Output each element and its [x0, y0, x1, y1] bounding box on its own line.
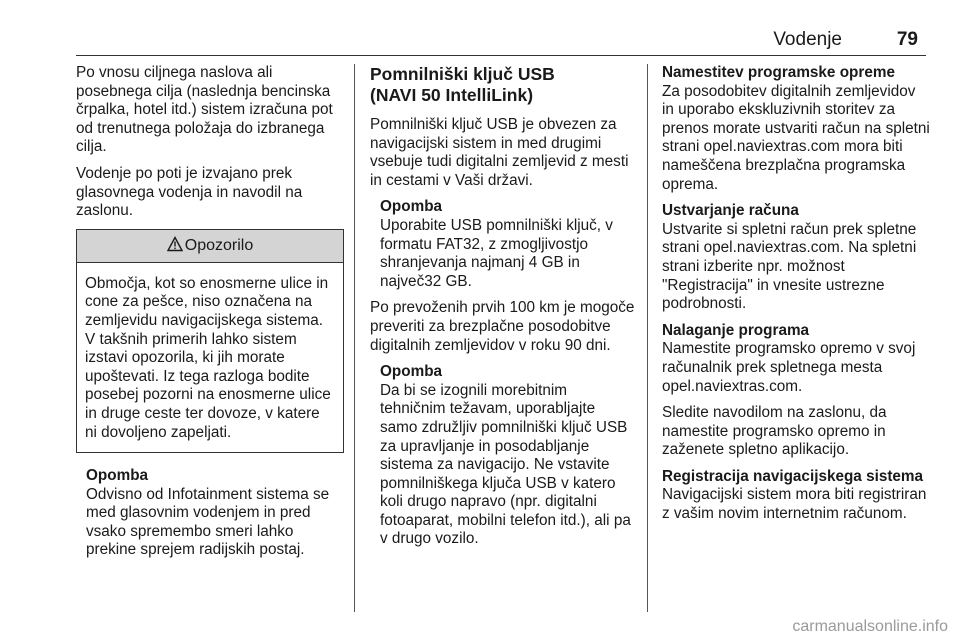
warning-text: Območja, kot so enosmerne ulice in cone za pešce, niso označena na zemljevidu navigacijskega sistema. V takšnih primerih lahko sistem izstavi opozorila, ki jih morate upoštevati. Iz tega razloga bodite posebej pozorni na enosmerne ulice in druge ceste ter dovoze, v katere ni dovoljeno zapeljati.	[85, 274, 331, 441]
note	[380, 198, 636, 291]
paragraph: Po vnosu ciljnega naslova ali posebnega cilja (naslednja bencinska črpalka, hotel itd.) sistem izračuna pot od trenutnega položaja do izbranega cilja.	[76, 64, 333, 156]
subheading: Registracija navigacijskega sistema	[662, 467, 924, 485]
note-title: Opomba	[86, 467, 149, 485]
header-rule	[76, 55, 926, 56]
page-header	[76, 28, 926, 56]
note-text: Odvisno od Infotainment sistema se med glasovnim vodenjem in pred vsako spremembo smeri lahko prekine sprejem radijskih postaj.	[86, 485, 330, 559]
subheading: Nalaganje programa	[662, 321, 810, 339]
warning-title: Opozorilo	[184, 236, 254, 254]
subheading: Ustvarjanje računa	[662, 202, 799, 220]
watermark: carmanualsonline.info	[792, 618, 948, 635]
note	[380, 363, 636, 549]
column-right	[662, 64, 930, 532]
paragraph: Navigacijski sistem mora biti registriran z vašim novim internetnim računom.	[662, 486, 927, 523]
warning-triangle-icon	[167, 236, 183, 252]
column-divider	[354, 64, 355, 612]
note	[86, 467, 344, 560]
paragraph: Ustvarite si spletni račun prek spletne strani opel.naviextras.com. Na spletni strani izberite npr. možnost "Registracija" in vnesite ustrezne podrobnosti.	[662, 220, 917, 313]
section-heading	[370, 64, 636, 106]
page-number: 79	[896, 29, 918, 50]
column-left	[76, 64, 344, 568]
subheading: Namestitev programske opreme	[662, 64, 895, 81]
note-text: Uporabite USB pomnilniški ključ, v formatu FAT32, z zmogljivostjo shranjevanja najmanj 4 GB in največ32 GB.	[380, 216, 613, 290]
column-middle	[370, 64, 636, 557]
heading-line: (NAVI 50 IntelliLink)	[370, 85, 534, 105]
paragraph: Po prevoženih prvih 100 km je mogoče preveriti za brezplačne posodobitve digitalnih zemljevidov v roku 90 dni.	[370, 299, 635, 354]
section-title: Vodenje	[773, 29, 842, 50]
warning-box	[76, 229, 344, 453]
paragraph: Za posodobitev digitalnih zemljevidov in uporabo ekskluzivnih storitev za prenos morate ustvariti račun na spletni strani opel.naviextras.com mora biti nameščena brezplačna programska oprema.	[662, 82, 930, 193]
column-divider	[647, 64, 648, 612]
paragraph: Vodenje po poti je izvajano prek glasovnega vodenja in navodil na zaslonu.	[76, 164, 303, 220]
warning-header	[77, 230, 343, 263]
paragraph: Namestite programsko opremo v svoj računalnik prek spletnega mesta opel.naviextras.com.	[662, 340, 916, 395]
paragraph: Sledite navodilom na zaslonu, da namestite programsko opremo in zaženete spletno aplikacijo.	[662, 404, 887, 459]
note-title: Opomba	[380, 198, 443, 216]
note-text: Da bi se izognili morebitnim tehničnim težavam, uporabljajte samo združljiv pomnilniški ključ USB za upravljanje in posodabljanje sistema za navigacijo. Ne vstavite pomnilniškega ključa USB v katero koli drugo napravo (npr. digitalni fotoaparat, mobilni telefon itd.), ali pa v drugo vozilo.	[380, 381, 631, 548]
note-title: Opomba	[380, 363, 443, 381]
paragraph: Pomnilniški ključ USB je obvezen za navigacijski sistem in med drugimi vsebuje tudi digitalni zemljevid z mesti in cestami v Vaši državi.	[370, 116, 629, 189]
heading-line: Pomnilniški ključ USB	[370, 64, 555, 84]
